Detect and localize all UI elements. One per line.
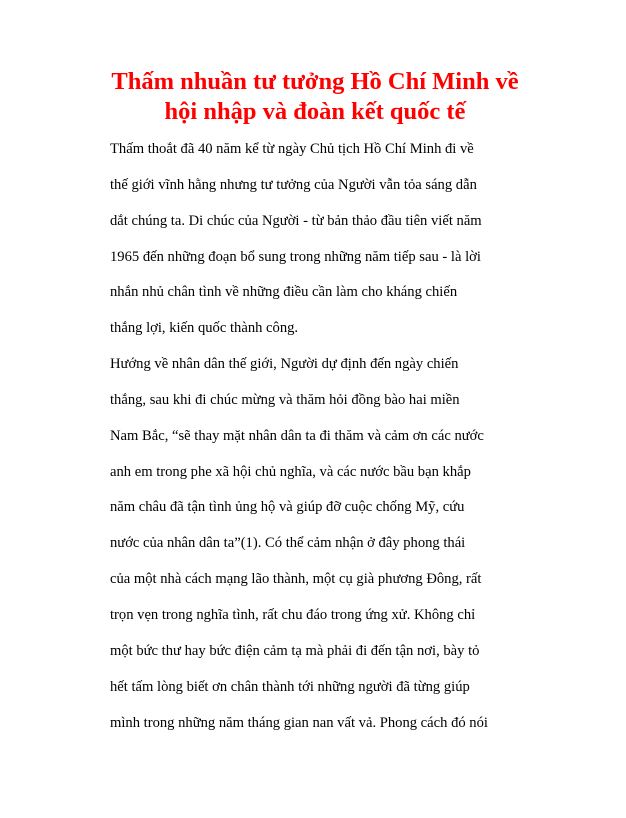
text-line: anh em trong phe xã hội chủ nghĩa, và các nước bầu bạn khắp bbox=[110, 463, 471, 480]
paragraph-2 bbox=[110, 349, 530, 743]
text-line: thắng, sau khi đi chúc mừng và thăm hỏi đồng bào hai miền bbox=[110, 391, 460, 408]
text-line: Thấm thoắt đã 40 năm kể từ ngày Chủ tịch Hồ Chí Minh đi về bbox=[110, 141, 474, 157]
text-line: mình trong những năm tháng gian nan vất vả. Phong cách đó nói bbox=[110, 714, 488, 731]
text-line: dắt chúng ta. Di chúc của Người - từ bản thảo đầu tiên viết năm bbox=[110, 212, 482, 229]
text-line: một bức thư hay bức điện cảm tạ mà phải đi đến tận nơi, bày tỏ bbox=[110, 642, 480, 659]
document-title bbox=[80, 67, 550, 127]
document-body bbox=[110, 134, 530, 743]
text-line: năm châu đã tận tình ủng hộ và giúp đỡ cuộc chống Mỹ, cứu bbox=[110, 499, 465, 516]
text-line: 1965 đến những đoạn bổ sung trong những năm tiếp sau - là lời bbox=[110, 248, 481, 265]
text-line: Nam Bắc, “sẽ thay mặt nhân dân ta đi thăm và cảm ơn các nước bbox=[110, 427, 484, 444]
text-line: hết tấm lòng biết ơn chân thành tới những người đã từng giúp bbox=[110, 678, 470, 695]
text-line: thế giới vĩnh hằng nhưng tư tưởng của Người vẫn tỏa sáng dẫn bbox=[110, 176, 477, 193]
paragraph-1 bbox=[110, 134, 530, 349]
text-line: nhắn nhủ chân tình về những điều cần làm cho kháng chiến bbox=[110, 284, 458, 301]
title-line: hội nhập và đoàn kết quốc tế bbox=[164, 98, 466, 125]
text-line: của một nhà cách mạng lão thành, một cụ già phương Đông, rất bbox=[110, 571, 482, 588]
title-line: Thấm nhuần tư tưởng Hồ Chí Minh về bbox=[111, 68, 519, 95]
text-line: trọn vẹn trong nghĩa tình, rất chu đáo trong ứng xử. Không chỉ bbox=[110, 606, 476, 623]
text-line: nước của nhân dân ta”(1). Có thể cảm nhận ở đây phong thái bbox=[110, 535, 466, 552]
text-line: Hướng về nhân dân thế giới, Người dự định đến ngày chiến bbox=[110, 356, 459, 373]
text-line: thắng lợi, kiến quốc thành công. bbox=[110, 320, 299, 337]
